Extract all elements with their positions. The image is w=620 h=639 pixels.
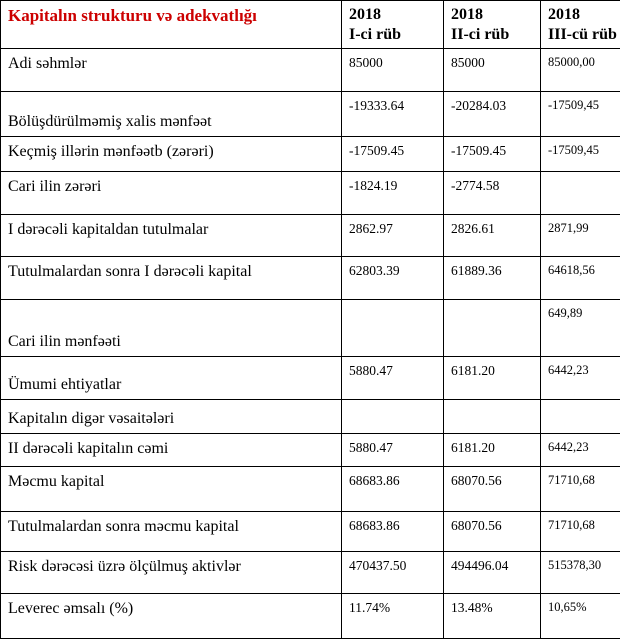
row-label: Tutulmalardan sonra məcmu kapital xyxy=(1,512,342,552)
table-row xyxy=(1,467,620,512)
value-cell: 71710,68 xyxy=(541,467,620,512)
value-cell: 85000 xyxy=(444,49,541,92)
value-cell: 494496.04 xyxy=(444,552,541,594)
table-row xyxy=(1,257,620,300)
table-row xyxy=(1,594,620,639)
table-header xyxy=(1,1,620,49)
value-cell: -20284.03 xyxy=(444,92,541,137)
table-title: Kapitalın strukturu və adekvatlığı xyxy=(1,1,342,49)
table-row xyxy=(1,137,620,172)
row-label: Kapitalın digər vəsaitələri xyxy=(1,400,342,434)
row-label: Keçmiş illərin mənfəətb (zərəri) xyxy=(1,137,342,172)
value-cell: -17509.45 xyxy=(444,137,541,172)
value-cell: -17509,45 xyxy=(541,92,620,137)
row-label: I dərəcəli kapitaldan tutulmalar xyxy=(1,215,342,257)
value-cell: 6442,23 xyxy=(541,357,620,400)
column-period: III-cü rüb xyxy=(548,26,617,43)
value-cell: 85000 xyxy=(342,49,444,92)
row-label: Məcmu kapital xyxy=(1,467,342,512)
table-row xyxy=(1,92,620,137)
value-cell: 515378,30 xyxy=(541,552,620,594)
value-cell: 68683.86 xyxy=(342,512,444,552)
value-cell: 2871,99 xyxy=(541,215,620,257)
value-cell: 649,89 xyxy=(541,300,620,357)
table-row xyxy=(1,512,620,552)
row-label: Cari ilin mənfəəti xyxy=(1,300,342,357)
table-row xyxy=(1,172,620,215)
value-cell: 85000,00 xyxy=(541,49,620,92)
value-cell xyxy=(342,300,444,357)
value-cell: 68070.56 xyxy=(444,467,541,512)
header-row xyxy=(1,1,620,49)
row-label: II dərəcəli kapitalın cəmi xyxy=(1,434,342,467)
value-cell: 71710,68 xyxy=(541,512,620,552)
value-cell: 5880.47 xyxy=(342,357,444,400)
value-cell: 6181.20 xyxy=(444,357,541,400)
column-period: I-ci rüb xyxy=(349,26,401,43)
value-cell: 61889.36 xyxy=(444,257,541,300)
value-cell xyxy=(444,400,541,434)
table-row xyxy=(1,400,620,434)
column-year: 2018 xyxy=(548,6,580,23)
value-cell: 11.74% xyxy=(342,594,444,639)
value-cell: -17509,45 xyxy=(541,137,620,172)
value-cell: -1824.19 xyxy=(342,172,444,215)
value-cell xyxy=(541,172,620,215)
column-header-q1 xyxy=(342,1,444,49)
value-cell: 64618,56 xyxy=(541,257,620,300)
value-cell: 6442,23 xyxy=(541,434,620,467)
row-label: Leverec əmsalı (%) xyxy=(1,594,342,639)
value-cell: 6181.20 xyxy=(444,434,541,467)
column-period: II-ci rüb xyxy=(451,26,510,43)
column-year: 2018 xyxy=(349,6,381,23)
value-cell xyxy=(444,300,541,357)
row-label: Ümumi ehtiyatlar xyxy=(1,357,342,400)
column-year: 2018 xyxy=(451,6,483,23)
value-cell: 68070.56 xyxy=(444,512,541,552)
value-cell: -2774.58 xyxy=(444,172,541,215)
row-label: Adi səhmlər xyxy=(1,49,342,92)
value-cell: 5880.47 xyxy=(342,434,444,467)
table-row xyxy=(1,552,620,594)
value-cell: 2862.97 xyxy=(342,215,444,257)
value-cell: 68683.86 xyxy=(342,467,444,512)
table-row xyxy=(1,49,620,92)
table-row xyxy=(1,215,620,257)
row-label: Risk dərəcəsi üzrə ölçülmuş aktivlər xyxy=(1,552,342,594)
value-cell: -19333.64 xyxy=(342,92,444,137)
table-row xyxy=(1,357,620,400)
table-row xyxy=(1,434,620,467)
row-label: Cari ilin zərəri xyxy=(1,172,342,215)
value-cell xyxy=(342,400,444,434)
row-label: Bölüşdürülməmiş xalis mənfəət xyxy=(1,92,342,137)
column-header-q2 xyxy=(444,1,541,49)
value-cell: 13.48% xyxy=(444,594,541,639)
value-cell: 10,65% xyxy=(541,594,620,639)
value-cell: 470437.50 xyxy=(342,552,444,594)
table-row xyxy=(1,300,620,357)
value-cell: 2826.61 xyxy=(444,215,541,257)
value-cell xyxy=(541,400,620,434)
column-header-q3 xyxy=(541,1,620,49)
value-cell: 62803.39 xyxy=(342,257,444,300)
value-cell: -17509.45 xyxy=(342,137,444,172)
table-body xyxy=(1,49,620,639)
row-label: Tutulmalardan sonra I dərəcəli kapital xyxy=(1,257,342,300)
